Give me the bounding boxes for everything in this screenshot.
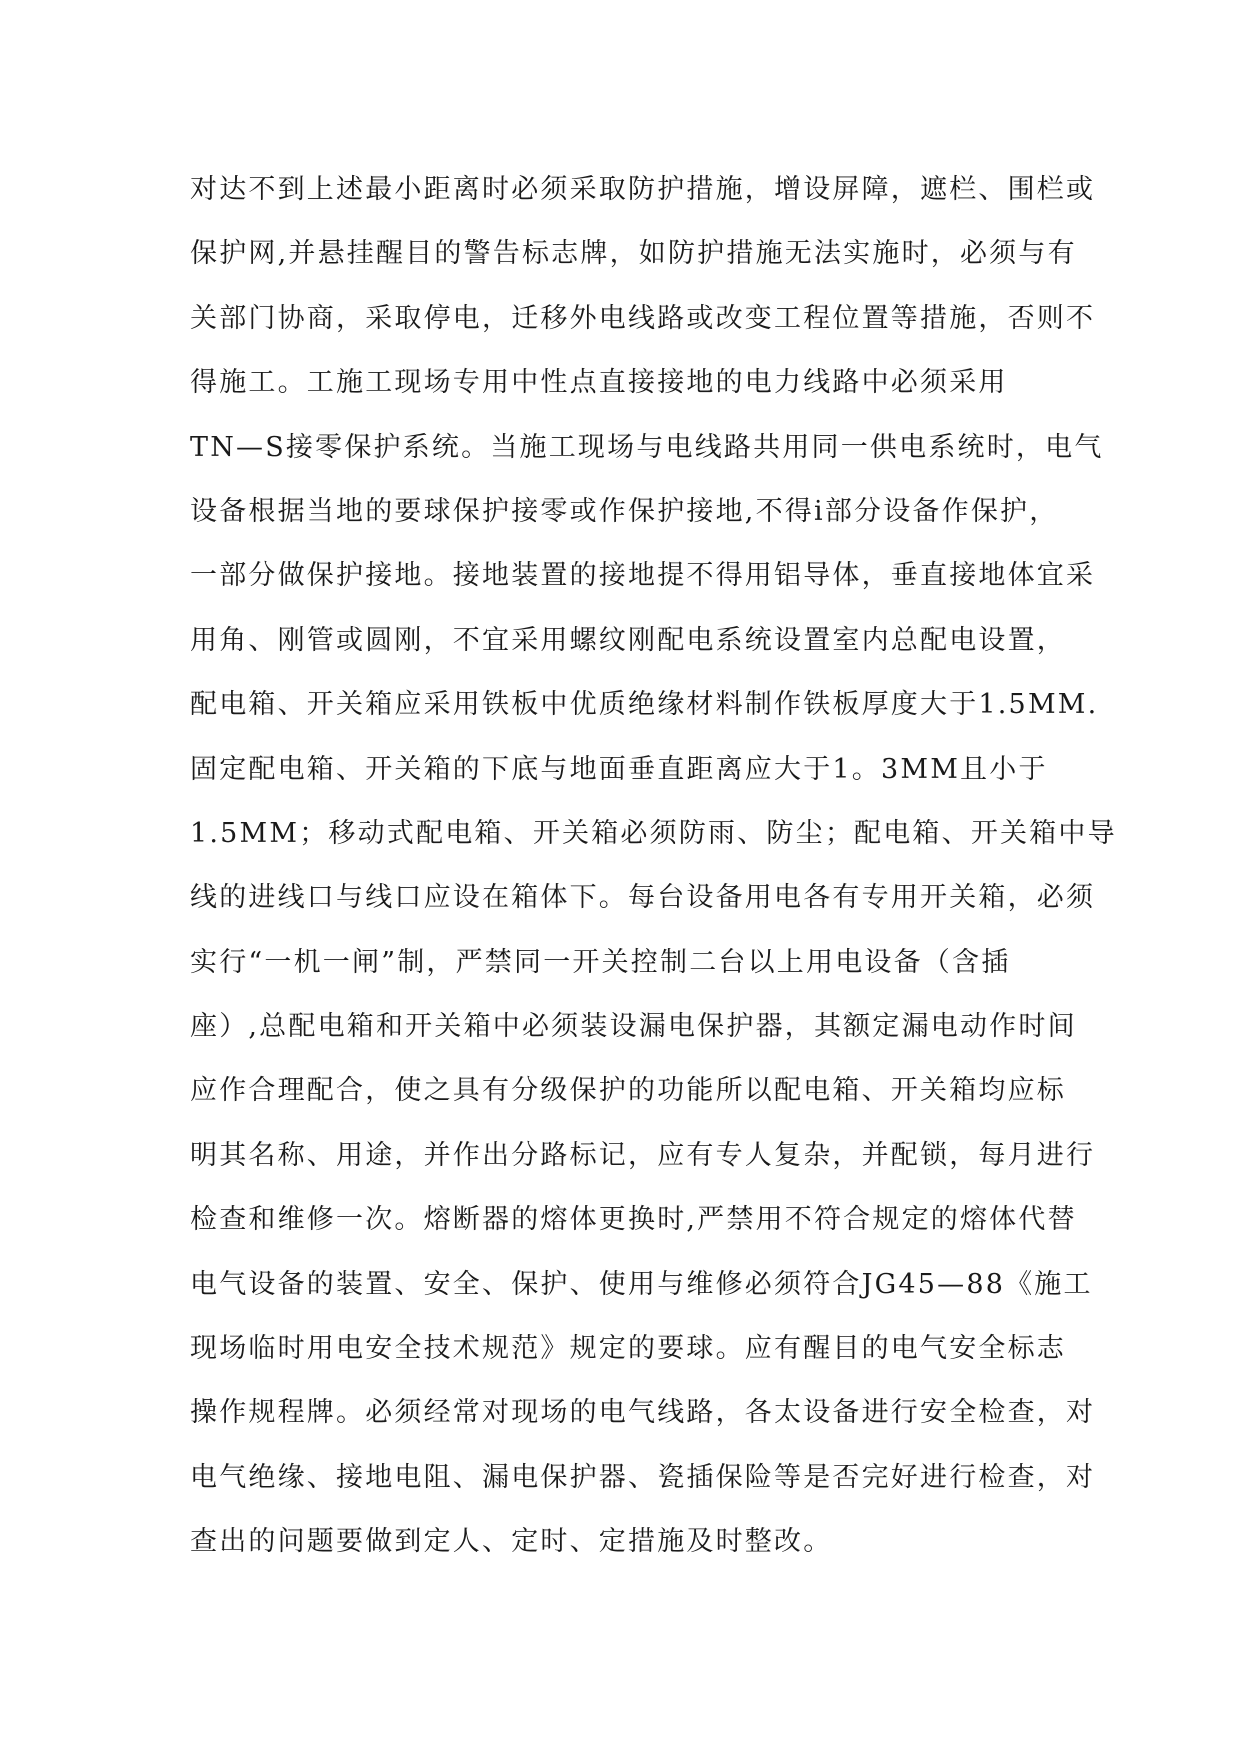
text-line-1: 对达不到上述最小距离时必须采取防护措施，增设屏障，遮栏、围栏或 [190,174,1096,205]
text-line-20: 操作规程牌。必须经常对现场的电气线路，各太设备进行安全检查，对 [190,1397,1096,1429]
text-line-7: 一部分做保护接地。接地装置的接地提不得用铝导体，垂直接地体宜采 [190,560,1096,592]
text-line-8: 用角、刚管或圆刚，不宜采用螺纹刚配电系统设置室内总配电设置， [190,624,1066,656]
body-text [190,158,1117,1575]
text-line-9: 配电箱、开关箱应采用铁板中优质绝缘材料制作铁板厚度大于1.5MM. [190,689,1099,721]
text-line-22: 查出的问题要做到定人、定时、定措施及时整改。 [190,1526,833,1558]
text-line-5: TN—S接零保护系统。当施工现场与电线路共用同一供电系统时，电气 [190,431,1104,463]
text-line-19: 现场临时用电安全技术规范》规定的要球。应有醒目的电气安全标志 [190,1333,1066,1365]
text-line-18: 电气设备的装置、安全、保护、使用与维修必须符合JG45—88《施工 [190,1268,1093,1300]
text-line-15: 应作合理配合，使之具有分级保护的功能所以配电箱、开关箱均应标 [190,1075,1066,1107]
text-line-13: 实行“一机一闸”制，严禁同一开关控制二台以上用电设备（含插 [190,946,1011,978]
text-line-2: 保护网,并悬挂醒目的警告标志牌，如防护措施无法实施时，必须与有 [190,238,1077,270]
text-line-16: 明其名称、用途，并作出分路标记，应有专人复杂，并配锁，每月进行 [190,1139,1096,1171]
text-line-6: 设备根据当地的要球保护接零或作保护接地,不得i部分设备作保护， [190,495,1059,527]
text-line-21: 电气绝缘、接地电阻、漏电保护器、瓷插保险等是否完好进行检查，对 [190,1461,1096,1493]
text-line-11: 1.5MM；移动式配电箱、开关箱必须防雨、防尘；配电箱、开关箱中导 [190,817,1117,849]
text-line-4: 得施工。工施工现场专用中性点直接接地的电力线路中必须采用 [190,367,1008,399]
text-line-3: 关部门协商，采取停电，迁移外电线路或改变工程位置等措施，否则不 [190,302,1096,334]
text-line-12: 线的进线口与线口应设在箱体下。每台设备用电各有专用开关箱，必须 [190,882,1096,914]
text-line-17: 检查和维修一次。熔断器的熔体更换时,严禁用不符合规定的熔体代替 [190,1204,1077,1236]
text-line-14: 座）,总配电箱和开关箱中必须装设漏电保护器，其额定漏电动作时间 [190,1011,1077,1043]
text-line-10: 固定配电箱、开关箱的下底与地面垂直距离应大于1。3MM且小于 [190,753,1048,785]
